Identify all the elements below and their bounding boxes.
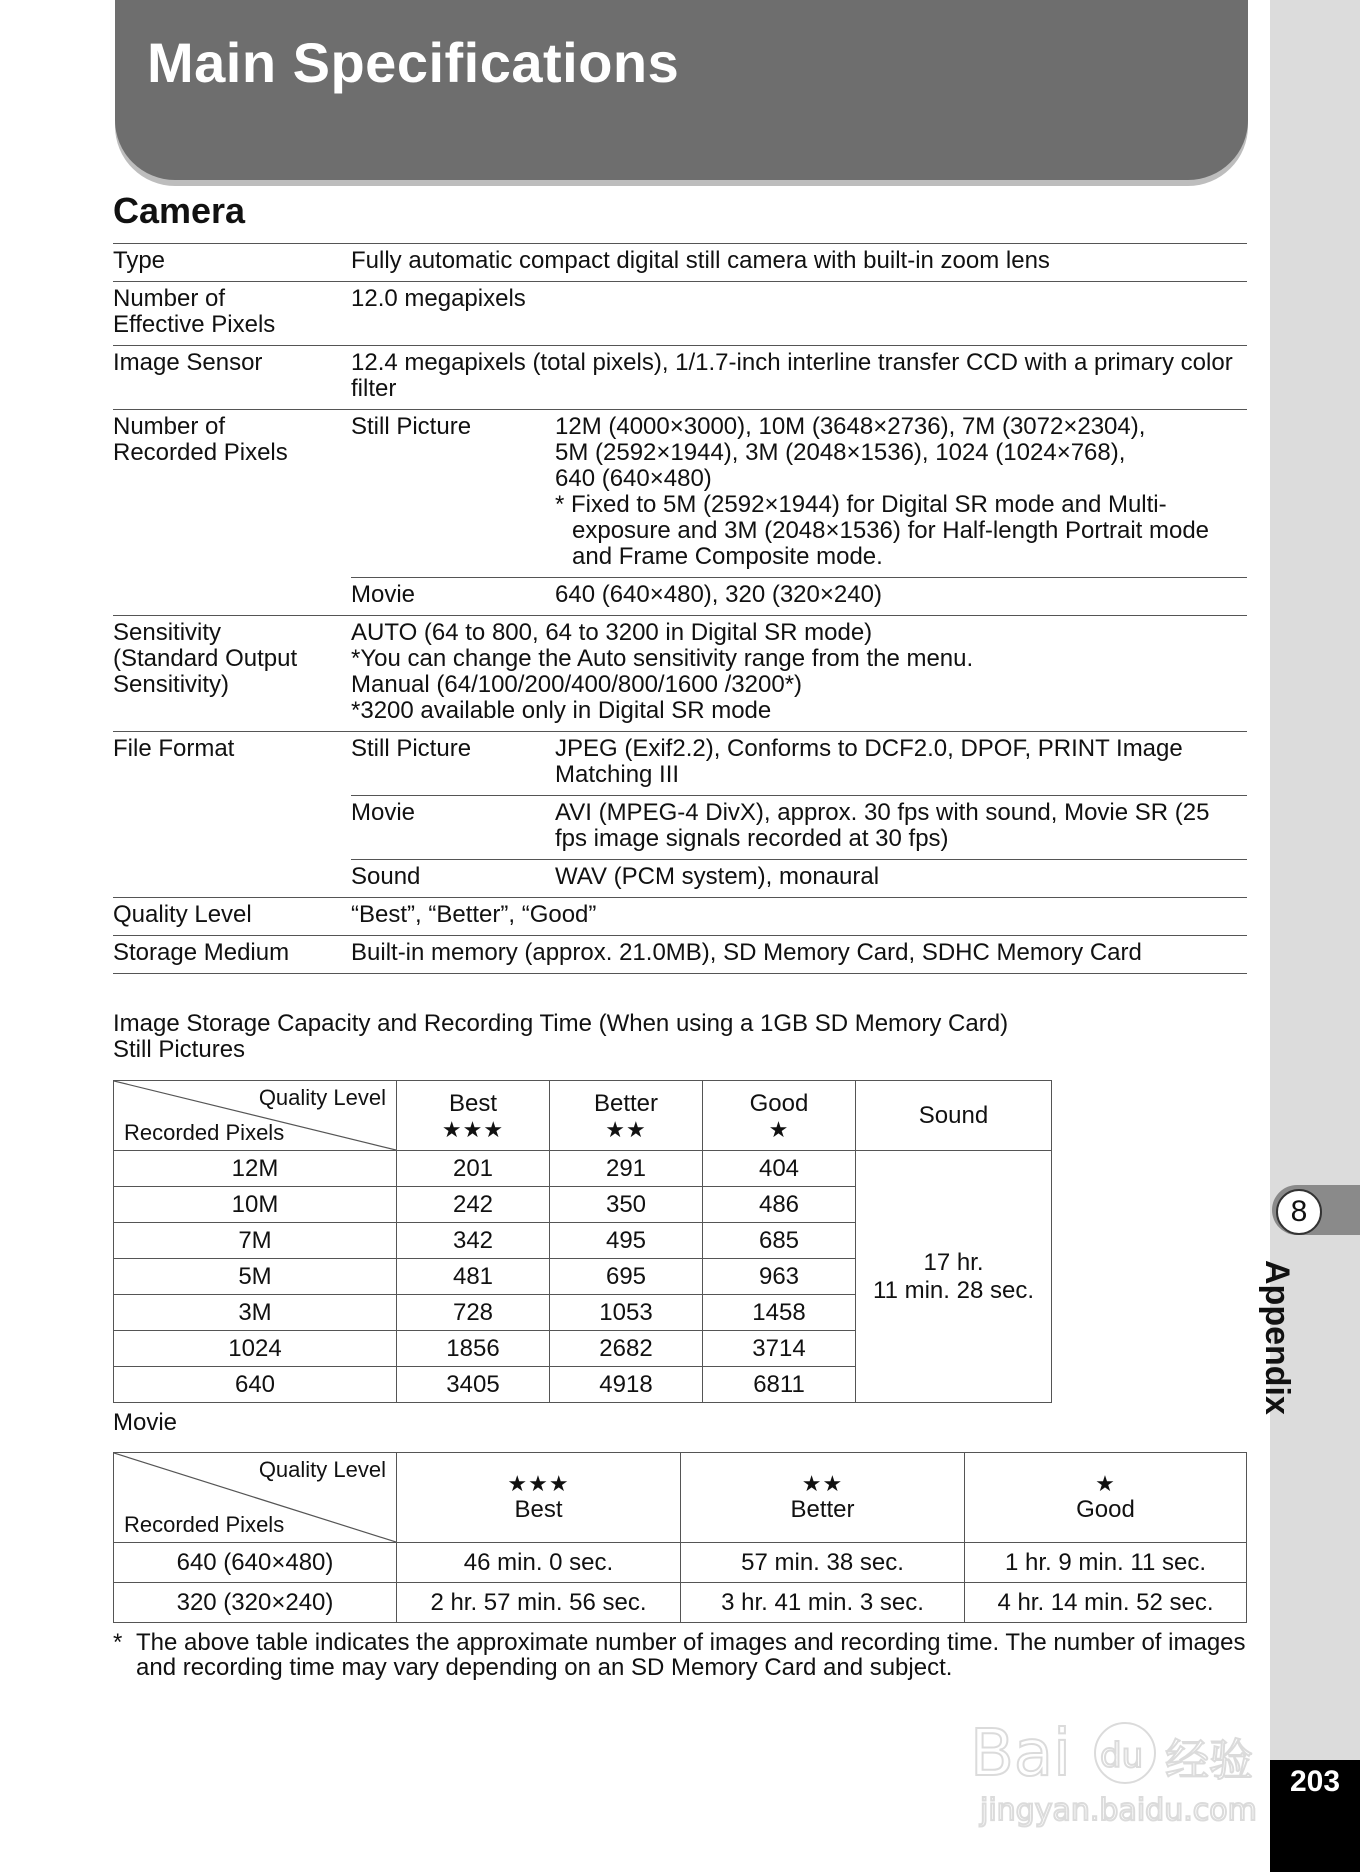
spec-row-storage-medium xyxy=(113,936,1247,974)
spec-value: 12.4 megapixels (total pixels), 1/1.7-inch interline transfer CCD with a primary color filter xyxy=(351,346,1247,410)
still-pictures-heading: Still Pictures xyxy=(113,1036,246,1063)
spec-label-line: Recorded Pixels xyxy=(113,439,288,466)
movie-heading: Movie xyxy=(113,1409,178,1436)
chapter-number: 8 xyxy=(1276,1189,1322,1235)
cell-good: 1 hr. 9 min. 11 sec. xyxy=(965,1543,1247,1583)
spec-value-line: 640 (640×480) xyxy=(555,465,712,492)
spec-label-line: Sensitivity) xyxy=(113,671,230,698)
two-stars-icon: ★★ xyxy=(605,1116,647,1142)
better-label: Better xyxy=(593,1089,659,1117)
spec-sublabel: Movie xyxy=(351,796,555,860)
spec-value: AVI (MPEG-4 DivX), approx. 30 fps with sound, Movie SR (25 fps image signals recorded at 30 fps) xyxy=(555,796,1247,860)
col-header-better xyxy=(550,1081,703,1151)
cell-pixels: 10M xyxy=(114,1187,397,1223)
spec-label xyxy=(113,410,351,616)
spec-value: JPEG (Exif2.2), Conforms to DCF2.0, DPOF, PRINT Image Matching III xyxy=(555,732,1247,796)
cell-good: 1458 xyxy=(703,1295,856,1331)
cell-good: 404 xyxy=(703,1151,856,1187)
cell-better: 57 min. 38 sec. xyxy=(681,1543,965,1583)
cell-pixels: 640 xyxy=(114,1367,397,1403)
cell-best: 342 xyxy=(397,1223,550,1259)
cell-best: 3405 xyxy=(397,1367,550,1403)
cell-pixels: 640 (640×480) xyxy=(114,1543,397,1583)
recorded-pixels-label: Recorded Pixels xyxy=(124,1512,285,1537)
col-header-better xyxy=(681,1453,965,1543)
spec-value: 640 (640×480), 320 (320×240) xyxy=(555,578,1247,616)
svg-text:Bai: Bai xyxy=(970,1717,1071,1791)
svg-text:du: du xyxy=(1100,1736,1144,1776)
good-label: Good xyxy=(749,1089,809,1117)
one-star-icon: ★ xyxy=(768,1116,790,1142)
best-label: Best xyxy=(448,1089,498,1117)
spec-row-image-sensor xyxy=(113,346,1247,410)
sound-time-line: 11 min. 28 sec. xyxy=(873,1276,1034,1304)
spec-label-line: Sensitivity xyxy=(113,619,222,646)
spec-note: * Fixed to 5M (2592×1944) for Digital SR mode and Multi-exposure and 3M (2048×1536) for Half-length Portrait mode and Frame Composite mode. xyxy=(555,491,1210,570)
cell-good: 6811 xyxy=(703,1367,856,1403)
baidu-watermark-logo xyxy=(960,1695,1270,1835)
cell-best: 728 xyxy=(397,1295,550,1331)
footnote xyxy=(113,1630,1247,1680)
table-row xyxy=(114,1543,1247,1583)
spec-row-sensitivity xyxy=(113,616,1247,732)
quality-level-label: Quality Level xyxy=(258,1085,386,1110)
spec-value-line: 5M (2592×1944), 3M (2048×1536), 1024 (1024×768), xyxy=(555,439,1126,466)
svg-text:jingyan.baidu.com: jingyan.baidu.com xyxy=(980,1793,1257,1828)
cell-sound-time xyxy=(856,1151,1052,1403)
cell-best: 2 hr. 57 min. 56 sec. xyxy=(397,1583,681,1623)
one-star-icon: ★ xyxy=(1095,1470,1116,1496)
spec-value-line: AUTO (64 to 800, 64 to 3200 in Digital SR mode) xyxy=(351,619,873,646)
better-label: Better xyxy=(790,1495,855,1523)
diagonal-header-cell xyxy=(114,1453,397,1543)
spec-value-line: Manual (64/100/200/400/800/1600 /3200*) xyxy=(351,671,803,698)
cell-pixels: 5M xyxy=(114,1259,397,1295)
spec-sublabel: Still Picture xyxy=(351,732,555,796)
table-row xyxy=(114,1583,1247,1623)
cell-pixels: 320 (320×240) xyxy=(114,1583,397,1623)
best-label: Best xyxy=(514,1495,563,1523)
cell-good: 685 xyxy=(703,1223,856,1259)
page-number: 203 xyxy=(1289,1765,1341,1798)
cell-better: 695 xyxy=(550,1259,703,1295)
spec-value: Built-in memory (approx. 21.0MB), SD Memory Card, SDHC Memory Card xyxy=(351,936,1247,974)
movie-header-row xyxy=(114,1453,1247,1543)
sound-time-line: 17 hr. xyxy=(923,1248,984,1276)
spec-label: File Format xyxy=(113,732,351,898)
cell-better: 3 hr. 41 min. 3 sec. xyxy=(681,1583,965,1623)
spec-sublabel: Still Picture xyxy=(351,410,555,578)
movie-capacity-table xyxy=(113,1452,1247,1623)
cell-good: 486 xyxy=(703,1187,856,1223)
spec-label: Storage Medium xyxy=(113,936,351,974)
spec-label: Image Sensor xyxy=(113,346,351,410)
spec-sublabel: Movie xyxy=(351,578,555,616)
three-stars-icon: ★★★ xyxy=(441,1116,505,1142)
camera-spec-table xyxy=(113,243,1247,974)
spec-value: “Best”, “Better”, “Good” xyxy=(351,898,1247,936)
spec-value: Fully automatic compact digital still camera with built-in zoom lens xyxy=(351,244,1247,282)
spec-label-line: Effective Pixels xyxy=(113,311,276,338)
spec-value-line: *3200 available only in Digital SR mode xyxy=(351,697,772,724)
spec-label-line: (Standard Output xyxy=(113,645,298,672)
cell-better: 350 xyxy=(550,1187,703,1223)
recorded-pixels-label: Recorded Pixels xyxy=(124,1120,285,1145)
col-header-good xyxy=(703,1081,856,1151)
cell-best: 242 xyxy=(397,1187,550,1223)
capacity-intro: Image Storage Capacity and Recording Time (When using a 1GB SD Memory Card) xyxy=(113,1010,1009,1037)
cell-better: 1053 xyxy=(550,1295,703,1331)
spec-row-quality-level xyxy=(113,898,1247,936)
section-heading-camera: Camera xyxy=(113,190,246,231)
spec-row-file-format xyxy=(113,732,1247,796)
chapter-name: Appendix xyxy=(1258,1260,1296,1415)
spec-value: 12.0 megapixels xyxy=(351,282,1247,346)
three-stars-icon: ★★★ xyxy=(507,1470,570,1496)
cell-better: 4918 xyxy=(550,1367,703,1403)
cell-good: 4 hr. 14 min. 52 sec. xyxy=(965,1583,1247,1623)
spec-label xyxy=(113,282,351,346)
two-stars-icon: ★★ xyxy=(801,1470,844,1496)
spec-row-recorded-pixels xyxy=(113,410,1247,578)
cell-good: 3714 xyxy=(703,1331,856,1367)
spec-value xyxy=(555,410,1247,578)
sidebar xyxy=(1270,0,1360,1872)
spec-sublabel: Sound xyxy=(351,860,555,898)
spec-label-line: Number of xyxy=(113,413,226,440)
col-header-good xyxy=(965,1453,1247,1543)
spec-value xyxy=(351,616,1247,732)
cell-better: 2682 xyxy=(550,1331,703,1367)
diagonal-header-cell xyxy=(114,1081,397,1151)
spec-label: Type xyxy=(113,244,351,282)
col-header-best xyxy=(397,1453,681,1543)
good-label: Good xyxy=(1076,1495,1135,1523)
page-title: Main Specifications xyxy=(147,31,680,94)
cell-pixels: 3M xyxy=(114,1295,397,1331)
cell-pixels: 1024 xyxy=(114,1331,397,1367)
still-header-row xyxy=(114,1081,1052,1151)
col-header-best xyxy=(397,1081,550,1151)
spec-label-line: Number of xyxy=(113,285,226,312)
quality-level-label: Quality Level xyxy=(258,1457,386,1482)
cell-pixels: 12M xyxy=(114,1151,397,1187)
spec-value-line: 12M (4000×3000), 10M (3648×2736), 7M (3072×2304), xyxy=(555,413,1146,440)
spec-value: WAV (PCM system), monaural xyxy=(555,860,1247,898)
cell-better: 495 xyxy=(550,1223,703,1259)
spec-row-type xyxy=(113,244,1247,282)
col-header-sound: Sound xyxy=(856,1081,1052,1151)
cell-pixels: 7M xyxy=(114,1223,397,1259)
cell-best: 1856 xyxy=(397,1331,550,1367)
cell-good: 963 xyxy=(703,1259,856,1295)
spec-label xyxy=(113,616,351,732)
cell-better: 291 xyxy=(550,1151,703,1187)
footnote-text: The above table indicates the approximate number of images and recording time. The number of images and recording time may vary depending on an SD Memory Card and subject. xyxy=(136,1629,1246,1681)
table-row xyxy=(114,1151,1052,1187)
cell-best: 481 xyxy=(397,1259,550,1295)
still-capacity-table xyxy=(113,1080,1052,1403)
spec-row-effective-pixels xyxy=(113,282,1247,346)
footnote-marker: * xyxy=(113,1629,123,1656)
spec-label: Quality Level xyxy=(113,898,351,936)
cell-best: 46 min. 0 sec. xyxy=(397,1543,681,1583)
cell-best: 201 xyxy=(397,1151,550,1187)
spec-value-line: *You can change the Auto sensitivity range from the menu. xyxy=(351,645,974,672)
svg-text:经验: 经验 xyxy=(1165,1735,1253,1786)
